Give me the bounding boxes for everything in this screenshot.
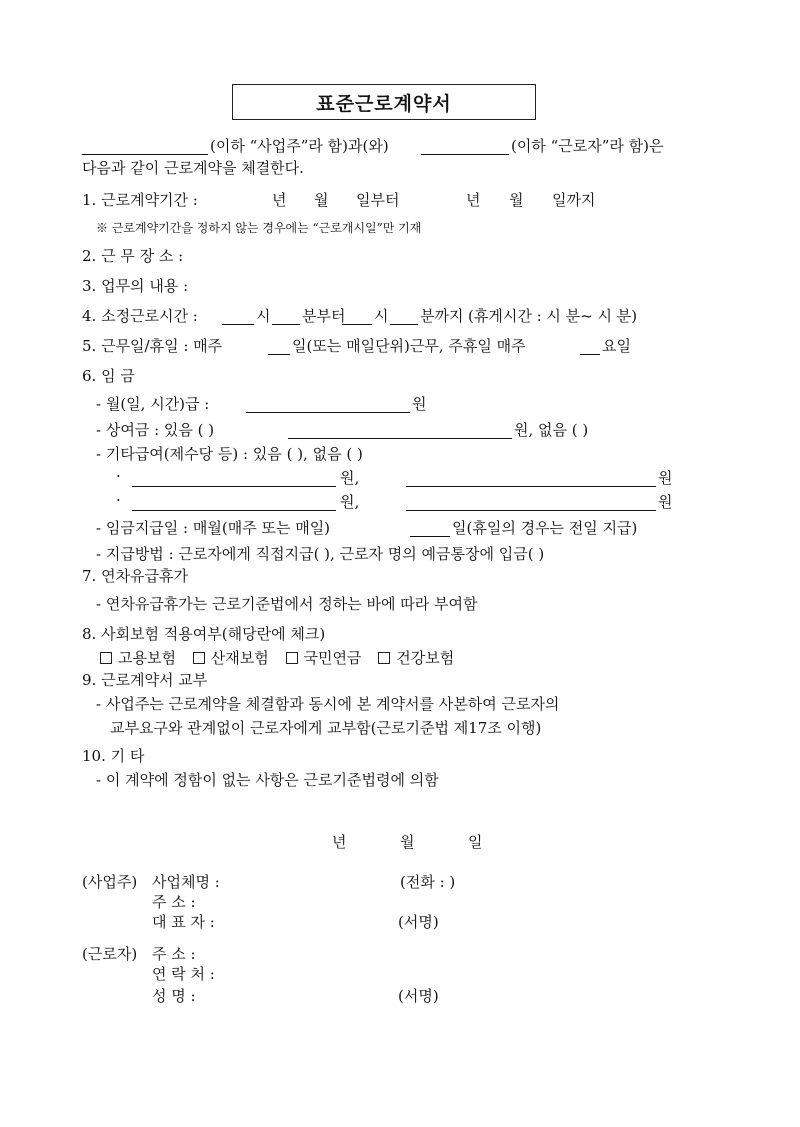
worker-name: 성 명 : [152, 987, 196, 1005]
checkbox-health-insurance[interactable] [378, 652, 390, 664]
insurance-label: 8. 사회보험 적용여부(해당란에 체크) [82, 625, 326, 643]
employer-label: (사업주) [82, 873, 138, 891]
checkbox-industrial-insurance[interactable] [193, 652, 205, 664]
insurance-industrial[interactable]: 산재보험 [193, 649, 269, 667]
min-to: 분까지 [420, 307, 464, 325]
contract-start-day: 일부터 [356, 191, 400, 209]
intro-line2: 다음과 같이 근로계약을 체결한다. [82, 159, 304, 177]
date-month: 월 [400, 833, 415, 851]
wage-label: 6. 임 금 [82, 367, 135, 385]
employer-name-blank [82, 154, 208, 155]
intro-part1: (이하 “사업주”라 함)과(와) [210, 137, 389, 155]
min-from: 분부터 [302, 307, 346, 325]
days-blank [268, 354, 290, 355]
monthly-wage-won: 원 [412, 395, 427, 413]
insurance-employment[interactable]: 고용보험 [100, 649, 176, 667]
other-pay-won-1a: 원, [340, 469, 360, 487]
payday-blank [410, 536, 450, 537]
other-pay-won-1b: 원 [658, 469, 673, 487]
other-pay-label: - 기타급여(제수당 등) : 있음 ( ), 없음 ( ) [96, 445, 363, 463]
weekday-blank [580, 354, 600, 355]
employer-phone: (전화 : ) [400, 873, 456, 891]
etc-desc: - 이 계약에 정함이 없는 사항은 근로기준법령에 의함 [96, 771, 439, 789]
contract-start-month: 월 [314, 191, 329, 209]
checkbox-employment-insurance[interactable] [100, 652, 112, 664]
other-pay-blank-2b [406, 510, 656, 511]
delivery-label: 9. 근로계약서 교부 [82, 671, 208, 689]
min1-blank [272, 324, 300, 325]
other-pay-bullet-1: · [116, 467, 121, 485]
hours-label: 4. 소정근로시간 : [82, 307, 198, 325]
hour2-blank [342, 324, 372, 325]
employer-signature: (서명) [398, 913, 439, 931]
other-pay-blank-1b [406, 486, 656, 487]
contract-period-note: ※ 근로계약기간을 정하지 않는 경우에는 “근로개시일”만 기재 [96, 221, 422, 235]
etc-label: 10. 기 타 [82, 747, 145, 765]
worker-label: (근로자) [82, 945, 138, 963]
bonus-label: - 상여금 : 있음 ( ) [96, 421, 215, 439]
hour2-unit: 시 [374, 307, 389, 325]
workdays-per-week: 일(또는 매일단위)근무, 주휴일 매주 [292, 337, 526, 355]
checkbox-national-pension[interactable] [286, 652, 298, 664]
other-pay-blank-1a [132, 486, 336, 487]
leave-label: 7. 연차유급휴가 [82, 567, 189, 585]
monthly-wage-blank [246, 412, 410, 413]
workplace-label: 2. 근 무 장 소 : [82, 247, 184, 265]
worker-name-blank [421, 154, 509, 155]
delivery-desc-2: 교부요구와 관계없이 근로자에게 교부함(근로기준법 제17조 이행) [110, 719, 542, 737]
employer-address: 주 소 : [152, 893, 196, 911]
bonus-won: 원, 없음 ( ) [514, 421, 589, 439]
bonus-blank [288, 438, 512, 439]
insurance-health[interactable]: 건강보험 [378, 649, 454, 667]
insurance-options [100, 648, 466, 668]
monthly-wage-label: - 월(일, 시간)급 : [96, 395, 210, 413]
worker-contact: 연 락 처 : [152, 965, 215, 983]
worker-signature: (서명) [398, 987, 439, 1005]
worker-address: 주 소 : [152, 945, 196, 963]
holiday-weekday: 요일 [602, 337, 631, 355]
break-time: (휴게시간 : 시 분~ 시 분) [468, 307, 638, 325]
hour1-unit: 시 [256, 307, 271, 325]
pay-method: - 지급방법 : 근로자에게 직접지급( ), 근로자 명의 예금통장에 입금( ) [96, 545, 545, 563]
other-pay-won-2a: 원, [340, 493, 360, 511]
date-day: 일 [468, 833, 483, 851]
delivery-desc-1: - 사업주는 근로계약을 체결함과 동시에 본 계약서를 사본하여 근로자의 [96, 695, 560, 713]
contract-start-year: 년 [272, 191, 287, 209]
other-pay-blank-2a [132, 510, 336, 511]
payday-rest: 일(휴일의 경우는 전일 지급) [452, 519, 638, 537]
other-pay-bullet-2: · [116, 491, 121, 509]
contract-end-month: 월 [509, 191, 524, 209]
employer-company: 사업체명 : [152, 873, 220, 891]
contract-end-year: 년 [466, 191, 481, 209]
min2-blank [390, 324, 418, 325]
other-pay-won-2b: 원 [658, 493, 673, 511]
contract-end-day: 일까지 [552, 191, 596, 209]
contract-period-label: 1. 근로계약기간 : [82, 191, 198, 209]
insurance-pension[interactable]: 국민연금 [286, 649, 362, 667]
intro-part2: (이하 “근로자”라 함)은 [511, 137, 664, 155]
workdays-label: 5. 근무일/휴일 : 매주 [82, 337, 223, 355]
date-year: 년 [332, 833, 347, 851]
hour1-blank [222, 324, 254, 325]
document-title: 표준근로계약서 [232, 84, 536, 120]
employer-representative: 대 표 자 : [152, 913, 215, 931]
job-label: 3. 업무의 내용 : [82, 277, 189, 295]
payday-label: - 임금지급일 : 매월(매주 또는 매일) [96, 519, 331, 537]
leave-desc: - 연차유급휴가는 근로기준법에서 정하는 바에 따라 부여함 [96, 595, 478, 613]
